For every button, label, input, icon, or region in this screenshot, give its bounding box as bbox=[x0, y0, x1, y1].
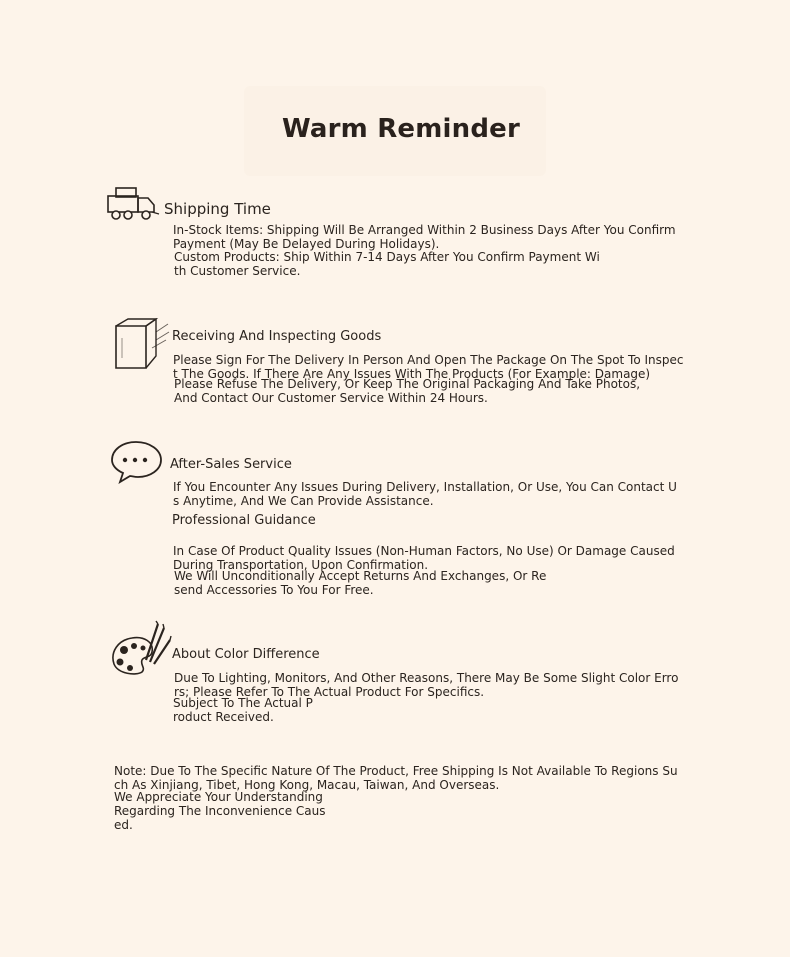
receiving-section-title: Receiving And Inspecting Goods bbox=[172, 329, 382, 344]
receiving-text-refuse: Please Refuse The Delivery, Or Keep The Original Packaging And Take Photos, And Contact Our Customer Service Within 24 Hours. bbox=[174, 377, 641, 405]
shipping-text-in-stock: In-Stock Items: Shipping Will Be Arranged Within 2 Business Days After You Confirm Payment (May Be Delayed During Holidays). bbox=[173, 223, 676, 251]
color-section-title: About Color Difference bbox=[172, 647, 320, 662]
shipping-text-custom: Custom Products: Ship Within 7-14 Days After You Confirm Payment With Customer Service. bbox=[174, 250, 600, 278]
after-sales-section-title: After-Sales Service bbox=[170, 457, 292, 472]
after-sales-text-returns: We Will Unconditionally Accept Returns And Exchanges, Or Resend Accessories To You For Free. bbox=[174, 569, 547, 597]
package-box-icon bbox=[112, 318, 170, 370]
note-text-appreciation: We Appreciate Your Understanding Regarding The Inconvenience Caused. bbox=[114, 790, 326, 832]
color-text-lighting: Due To Lighting, Monitors, And Other Reasons, There May Be Some Slight Color Errors; Please Refer To The Actual Product For Specifics. bbox=[174, 671, 679, 699]
palette-icon bbox=[110, 620, 172, 678]
receiving-text-sign: Please Sign For The Delivery In Person And Open The Package On The Spot To Inspect The Goods. If There Are Any Issues With The Products (For Example: Damage) bbox=[173, 353, 684, 381]
color-text-actual-product: Subject To The Actual Product Received. bbox=[173, 696, 313, 724]
after-sales-text-contact: If You Encounter Any Issues During Delivery, Installation, Or Use, You Can Contact Us Anytime, And We Can Provide Assistance. bbox=[173, 480, 677, 508]
truck-icon bbox=[106, 186, 160, 222]
after-sales-subtitle: Professional Guidance bbox=[172, 513, 316, 528]
chat-bubble-icon bbox=[110, 440, 164, 484]
page-title: Warm Reminder bbox=[281, 114, 521, 144]
after-sales-text-quality: In Case Of Product Quality Issues (Non-Human Factors, No Use) Or Damage Caused During Transportation, Upon Confirmation. bbox=[173, 544, 675, 572]
note-text-shipping-regions: Note: Due To The Specific Nature Of The Product, Free Shipping Is Not Available To Regions Such As Xinjiang, Tibet, Hong Kong, Macau, Taiwan, And Overseas. bbox=[114, 764, 678, 792]
shipping-section-title: Shipping Time bbox=[164, 200, 271, 218]
